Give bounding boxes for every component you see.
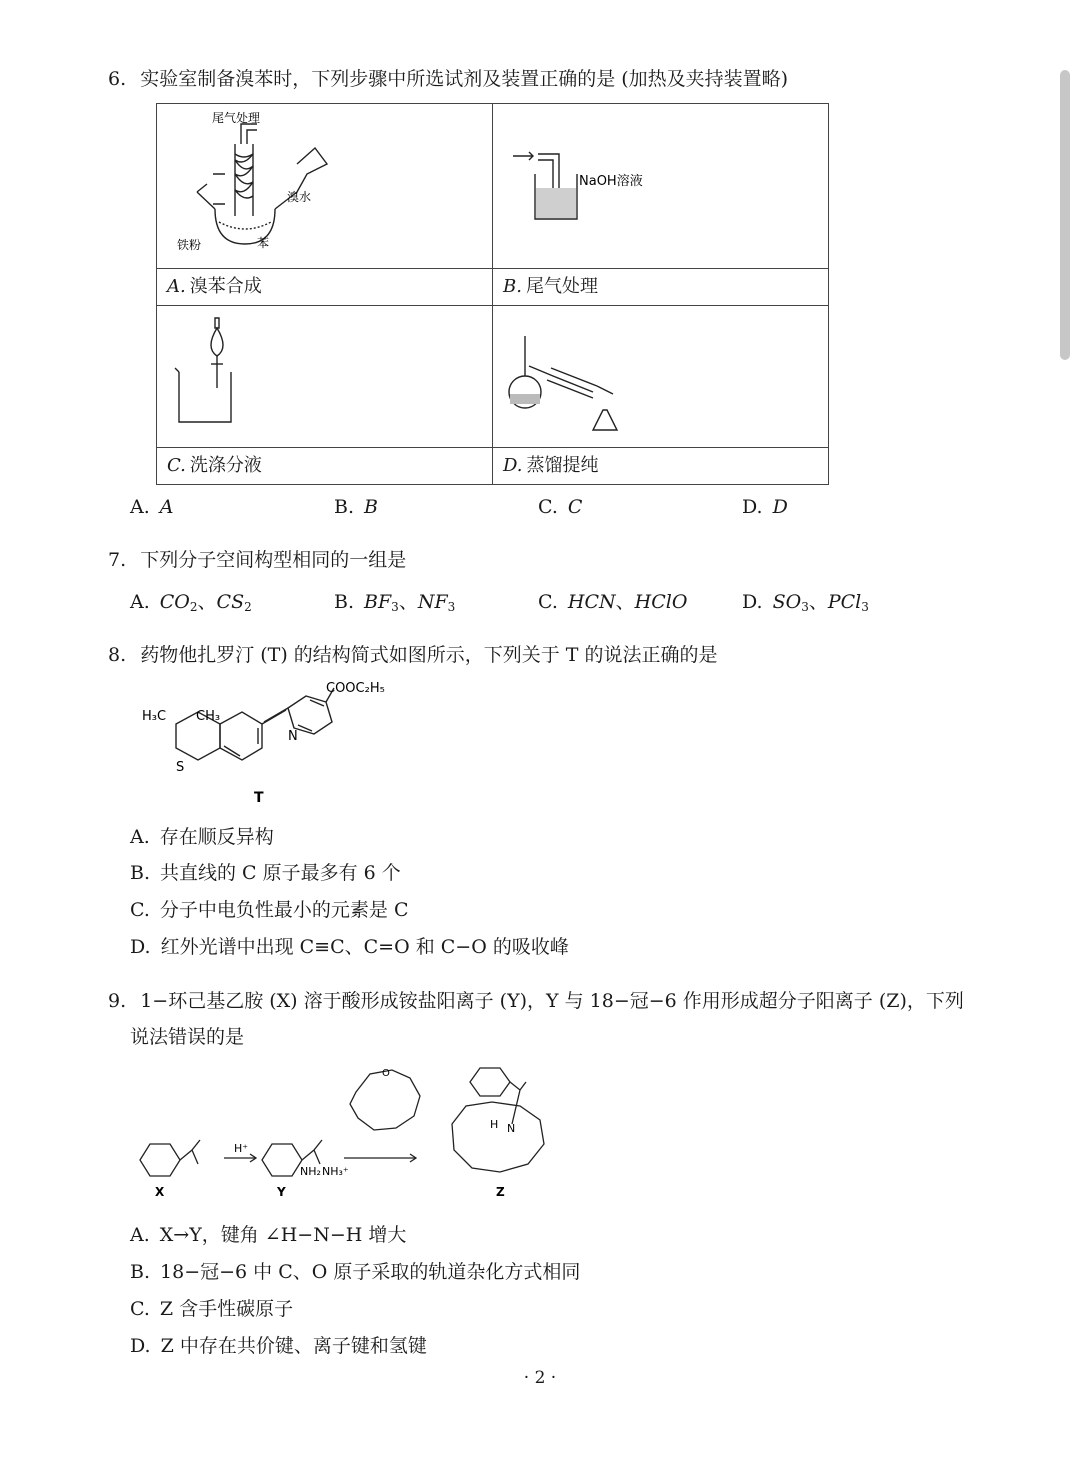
tail-gas-absorption-figure	[493, 104, 828, 264]
caption-text: 洗涤分液	[189, 455, 262, 476]
label-ch3: CH₃	[196, 709, 221, 724]
subscript: 3	[391, 600, 399, 614]
label-cooc2h5: COOC₂H₅	[326, 681, 385, 696]
formula: HClO	[634, 591, 688, 613]
label-n: N	[288, 729, 298, 744]
distillation-figure	[493, 306, 828, 443]
q6-option-a[interactable]	[130, 494, 174, 520]
label-n: N	[507, 1122, 516, 1135]
q9-option-d[interactable]	[130, 1333, 427, 1359]
label-y: Y	[277, 1185, 286, 1199]
formula: NF	[417, 591, 448, 613]
question-8-stem	[108, 642, 718, 668]
question-text: 1−环己基乙胺 (X) 溶于酸形成铵盐阳离子 (Y)，Y 与 18−冠−6 作用形成超分子阳离子 (Z)，下列	[140, 990, 964, 1012]
option-label: C.	[130, 1298, 150, 1320]
q7-option-a[interactable]	[130, 589, 252, 620]
question-9-stem	[108, 988, 964, 1014]
page-number: · 2 ·	[523, 1368, 557, 1388]
tazarotene-structure-figure	[138, 676, 398, 810]
question-text: 说法错误的是	[130, 1026, 245, 1048]
label-s: S	[176, 760, 185, 775]
label-z: Z	[496, 1185, 505, 1199]
apparatus-a-caption	[157, 269, 493, 306]
option-text: Z 中存在共价键、离子键和氢键	[160, 1335, 427, 1357]
option-text: X→Y，键角 ∠H−N−H 增大	[159, 1224, 407, 1246]
question-number: 9.	[108, 990, 127, 1012]
caption-letter: B.	[503, 276, 522, 297]
label-h-plus: H⁺	[234, 1142, 249, 1155]
separatory-funnel-figure	[157, 306, 492, 443]
formula: HCN	[567, 591, 616, 613]
caption-letter: D.	[503, 455, 523, 476]
option-label: A.	[130, 826, 150, 848]
label-t: T	[254, 790, 264, 806]
apparatus-c-image	[157, 306, 493, 448]
subscript: 2	[244, 600, 252, 614]
caption-text: 溴苯合成	[189, 276, 262, 297]
question-text: 下列分子空间构型相同的一组是	[140, 549, 407, 571]
apparatus-a-image	[157, 104, 493, 269]
option-label: A.	[130, 496, 150, 518]
apparatus-d-image	[493, 306, 829, 448]
separator: 、	[615, 591, 635, 613]
subscript: 3	[447, 600, 456, 614]
formula: PCl	[827, 591, 862, 613]
label-tail-gas: 尾气处理	[212, 111, 261, 125]
question-7-stem	[108, 547, 406, 573]
question-text: 实验室制备溴苯时，下列步骤中所选试剂及装置正确的是 (加热及夹持装置略)	[140, 68, 789, 90]
label-nh2: NH₂	[300, 1165, 321, 1178]
q8-option-c[interactable]	[130, 897, 408, 923]
option-text: B	[364, 496, 378, 518]
option-label: D.	[130, 1335, 151, 1357]
apparatus-b-image	[493, 104, 829, 269]
option-text: 存在顺反异构	[159, 826, 274, 848]
q9-option-c[interactable]	[130, 1296, 293, 1322]
caption-letter: C.	[167, 455, 186, 476]
q7-option-d[interactable]	[742, 589, 869, 620]
apparatus-b-caption	[493, 269, 829, 306]
option-label: C.	[538, 496, 558, 518]
option-label: D.	[742, 496, 763, 518]
option-text: A	[159, 496, 174, 518]
label-nh3-plus: NH₃⁺	[322, 1165, 349, 1178]
label-o: O	[382, 1068, 390, 1079]
apparatus-d-caption	[493, 448, 829, 485]
subscript: 3	[861, 600, 869, 614]
apparatus-table	[156, 103, 829, 485]
q6-option-d[interactable]	[742, 494, 788, 520]
option-label: D.	[742, 591, 763, 613]
label-h: H	[490, 1118, 499, 1131]
subscript: 2	[189, 600, 198, 614]
option-label: A.	[130, 1224, 150, 1246]
subscript: 3	[801, 600, 809, 614]
formula: CO	[159, 591, 190, 613]
apparatus-c-caption	[157, 448, 493, 485]
question-9-stem-continued	[130, 1024, 244, 1050]
option-text: 红外光谱中出现 C≡C、C=O 和 C−O 的吸收峰	[160, 936, 569, 958]
label-x: X	[155, 1185, 165, 1199]
q7-option-c[interactable]	[538, 589, 687, 615]
option-text: 共直线的 C 原子最多有 6 个	[160, 862, 401, 884]
caption-text: 蒸馏提纯	[526, 455, 599, 476]
label-benzene: 苯	[257, 236, 270, 250]
option-label: B.	[130, 862, 151, 884]
scrollbar-thumb[interactable]	[1060, 70, 1070, 360]
formula: SO	[772, 591, 802, 613]
option-text: 18−冠−6 中 C、O 原子采取的轨道杂化方式相同	[160, 1261, 581, 1283]
caption-text: 尾气处理	[525, 276, 598, 297]
option-text: Z 含手性碳原子	[159, 1298, 294, 1320]
label-h3c: H₃C	[142, 709, 167, 724]
option-text: C	[567, 496, 583, 518]
question-text: 药物他扎罗汀 (T) 的结构简式如图所示，下列关于 T 的说法正确的是	[140, 644, 718, 666]
separator: 、	[197, 591, 217, 613]
separator: 、	[398, 591, 418, 613]
label-naoh-solution: NaOH溶液	[579, 174, 643, 189]
option-label: A.	[130, 591, 150, 613]
option-text: 分子中电负性最小的元素是 C	[159, 899, 409, 921]
q8-option-a[interactable]	[130, 824, 274, 850]
q9-option-a[interactable]	[130, 1222, 406, 1248]
label-iron-powder: 铁粉	[177, 238, 202, 252]
label-bromine-water: 溴水	[287, 190, 312, 204]
option-label: C.	[538, 591, 558, 613]
caption-letter: A.	[167, 276, 186, 297]
option-label: B.	[334, 496, 355, 518]
option-label: B.	[130, 1261, 151, 1283]
option-label: B.	[334, 591, 355, 613]
q8-option-d[interactable]	[130, 934, 569, 960]
q6-option-b[interactable]	[334, 494, 378, 520]
crown-ether-reaction-figure	[130, 1060, 590, 1210]
q9-option-b[interactable]	[130, 1259, 580, 1285]
separator: 、	[808, 591, 828, 613]
question-6-stem	[108, 66, 788, 92]
option-text: D	[772, 496, 788, 518]
q8-option-b[interactable]	[130, 860, 401, 886]
formula: CS	[216, 591, 245, 613]
formula: BF	[364, 591, 392, 613]
question-number: 6.	[108, 68, 127, 90]
bromobenzene-synthesis-figure	[157, 104, 492, 264]
question-number: 8.	[108, 644, 127, 666]
question-number: 7.	[108, 549, 127, 571]
q7-option-b[interactable]	[334, 589, 455, 620]
q6-option-c[interactable]	[538, 494, 582, 520]
option-label: C.	[130, 899, 150, 921]
option-label: D.	[130, 936, 151, 958]
